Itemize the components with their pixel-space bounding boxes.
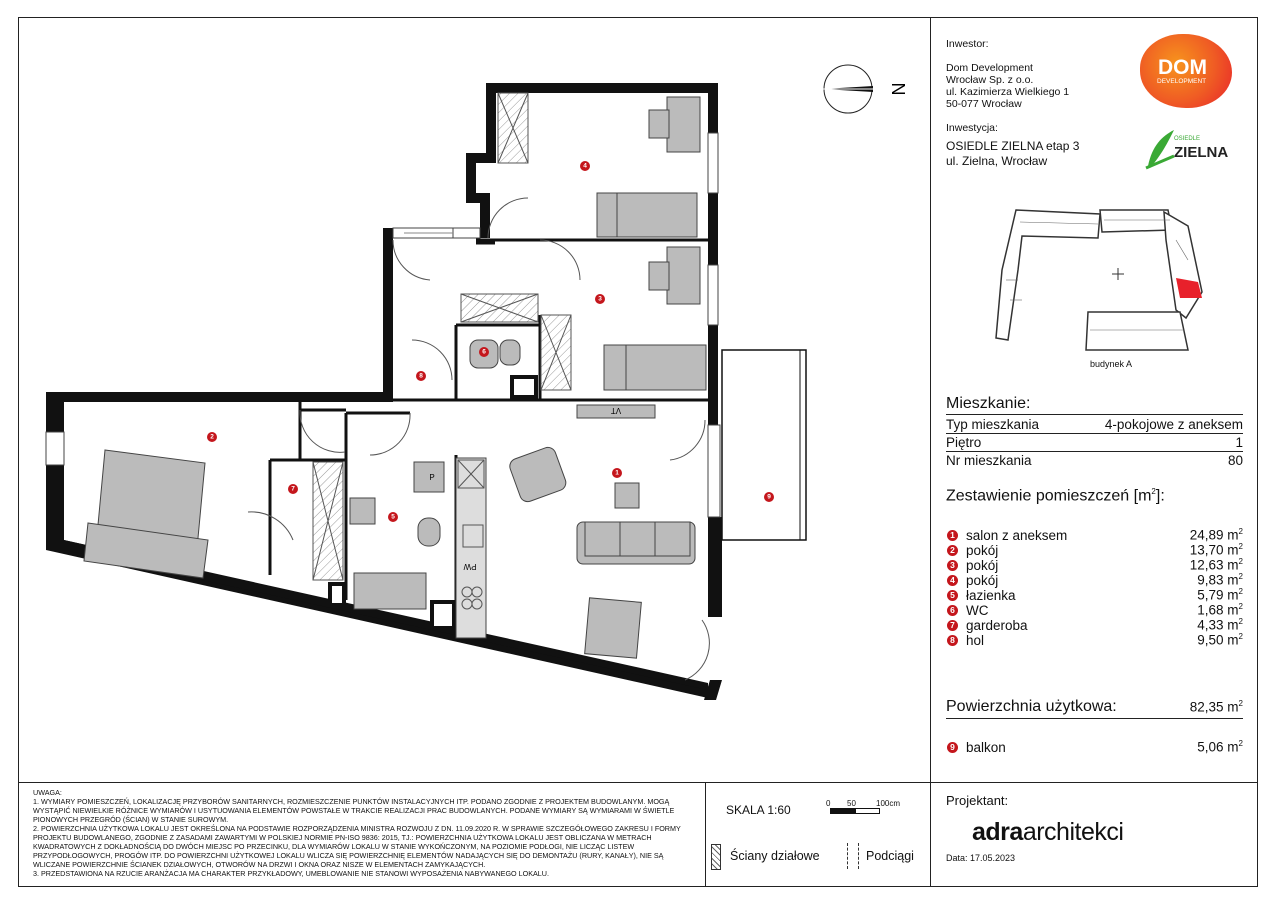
apartment-number-row: Nr mieszkania 80 bbox=[946, 453, 1243, 468]
washer-label: PW bbox=[463, 562, 477, 571]
site-plan bbox=[990, 200, 1220, 360]
svg-text:4: 4 bbox=[583, 162, 587, 170]
stair-label: VT bbox=[610, 406, 622, 415]
usable-area-row: Powierzchnia użytkowa: 82,35 $m^2$ bbox=[946, 698, 1243, 715]
investment-address: ul. Zielna, Wrocław bbox=[946, 154, 1048, 168]
shafts-legend-label: Podciągi bbox=[866, 849, 914, 863]
investor-company: Wrocław Sp. z o.o. bbox=[946, 74, 1034, 86]
room-row-1: 1 salon z aneksem 24,89 $m^2$ bbox=[947, 527, 1243, 543]
walls-legend-label: Ściany działowe bbox=[730, 849, 820, 863]
walls-legend-swatch bbox=[711, 844, 721, 870]
adra-architekci-logo: adraarchitekci bbox=[972, 818, 1124, 846]
room-row-3: 3 pokój 12,63 $m^2$ bbox=[947, 557, 1243, 573]
investor-name: Dom Development bbox=[946, 62, 1033, 74]
dom-development-logo: DOM DEVELOPMENT bbox=[1140, 34, 1232, 108]
svg-text:9: 9 bbox=[767, 493, 771, 501]
osiedle-zielna-logo: OSIEDLE ZIELNA bbox=[1144, 126, 1234, 172]
investor-label: Inwestor: bbox=[946, 38, 989, 50]
room-row-6: 6 WC 1,68 $m^2$ bbox=[947, 602, 1243, 618]
svg-text:5: 5 bbox=[391, 513, 395, 521]
scale-label: SKALA 1:60 bbox=[726, 803, 791, 817]
sidebar-divider bbox=[930, 17, 931, 887]
investor-street: ul. Kazimierza Wielkiego 1 bbox=[946, 86, 1070, 98]
room-row-5: 5 łazienka 5,79 $m^2$ bbox=[947, 587, 1243, 603]
investment-label: Inwestycja: bbox=[946, 122, 998, 134]
svg-text:8: 8 bbox=[419, 372, 423, 380]
room-row-7: 7 garderoba 4,33 $m^2$ bbox=[947, 617, 1243, 633]
fridge-label: P bbox=[429, 473, 435, 482]
building-label: budynek A bbox=[1090, 359, 1133, 369]
shafts-legend-swatch bbox=[847, 843, 859, 869]
north-arrow-icon bbox=[823, 65, 873, 113]
scale-tick-0: 0 bbox=[826, 799, 831, 808]
leaf-icon bbox=[1144, 126, 1178, 170]
investment-name: OSIEDLE ZIELNA etap 3 bbox=[946, 139, 1080, 153]
svg-text:2: 2 bbox=[210, 433, 214, 441]
scale-tick-100: 100cm bbox=[876, 799, 901, 808]
notes-block: UWAGA: 1. WYMIARY POMIESZCZEŃ, LOKALIZACJĘ PRZYBORÓW SANITARNYCH, ROZMIESZCZENIE PUNKTÓW INSTALACYJNYCH ITP. PODANO ZGODNIE Z PROJEKTEM BUDOWLANYM. MOGĄ WYSTĄPIĆ NIEWIELKIE RÓŻNICE WYMIARÓW I USYTUOWANIA ELEMENTÓW POWSTAŁE W TRAKCIE REALIZACJI PRAC BUDOWLANYCH. PODANE WYMIARY SĄ WYMIARAMI W ŚWIETLE PIONOWYCH PRZEGRÓD (ŚCIAN) W STANIE SUROWYM. 2. POWIERZCHNIA UŻYTKOWA LOKALU JEST OKREŚLONA NA PODSTAWIE ROZPORZĄDZENIA MINISTRA ROZWOJU Z DN. 11.09.2020 R. W SPRAWIE SZCZEGÓŁOWEGO ZAKRESU I FORMY PROJEKTU BUDOWLANEGO, ZGODNIE Z ZASADAMI ZAWARTYMI W POLSKIEJ NORMIE PN-ISO 9836: 2015, TJ.: POWIERZCHNIA UŻYTKOWA LOKALU JEST OBLICZANA W METRACH KWADRATOWYCH Z DOKŁADNOŚCIĄ DO DWÓCH MIEJSC PO PRZECINKU, DLA WYMIARÓW LOKALU W STANIE WYKOŃCZONYM, NA POZIOMIE PODŁOGI, NIE LICZĄC LISTEW PRZYPODŁOGOWYCH, PROGÓW ITP. DO POWIERZCHNI UŻYTKOWEJ LOKALU WLICZA SIĘ POWIERZCHNIĘ ELEMENTÓW NADAJĄCYCH SIĘ DO DEMONTAŻU (RURY, KANAŁY), NIE SĄ WLICZANE POWIERZCHNIE ŚCIANEK DZIAŁOWYCH, OTWORÓW NA DRZWI I OKNA ORAZ NISZE W ELEMENTACH ZAMYKAJĄCYCH. 3. PRZEDSTAWIONA NA RZUCIE ARANŻACJA MA CHARAKTER PRZYKŁADOWY, UMEBLOWANIE NIE STANOWI WYPOSAŻENIA NABYWANEGO LOKALU. bbox=[33, 788, 681, 878]
svg-text:3: 3 bbox=[598, 295, 602, 303]
room-row-2: 2 pokój 13,70 $m^2$ bbox=[947, 542, 1243, 558]
footer-divider bbox=[18, 782, 1258, 783]
apartment-floor-row: Piętro 1 bbox=[946, 435, 1243, 450]
svg-text:1: 1 bbox=[615, 469, 619, 477]
svg-text:6: 6 bbox=[482, 348, 486, 356]
apartment-type-row: Typ mieszkania 4-pokojowe z aneksem bbox=[946, 417, 1243, 432]
north-label: N bbox=[888, 82, 909, 96]
svg-text:7: 7 bbox=[291, 485, 295, 493]
room-row-8: 8 hol 9,50 $m^2$ bbox=[947, 632, 1243, 648]
designer-label: Projektant: bbox=[946, 793, 1009, 808]
furniture bbox=[84, 97, 706, 658]
designer-date: Data: 17.05.2023 bbox=[946, 853, 1016, 863]
investor-city: 50-077 Wrocław bbox=[946, 98, 1022, 110]
balcony-outline bbox=[722, 350, 806, 540]
balcony-row: 9 balkon 5,06 $m^2$ bbox=[947, 739, 1243, 755]
footer-divider-2 bbox=[705, 782, 706, 887]
room-row-4: 4 pokój 9,83 $m^2$ bbox=[947, 572, 1243, 588]
rooms-heading: Zestawienie pomieszczeń $[m^2]$: bbox=[946, 487, 1165, 505]
scale-tick-50: 50 bbox=[847, 799, 856, 808]
apartment-heading: Mieszkanie: bbox=[946, 395, 1031, 412]
